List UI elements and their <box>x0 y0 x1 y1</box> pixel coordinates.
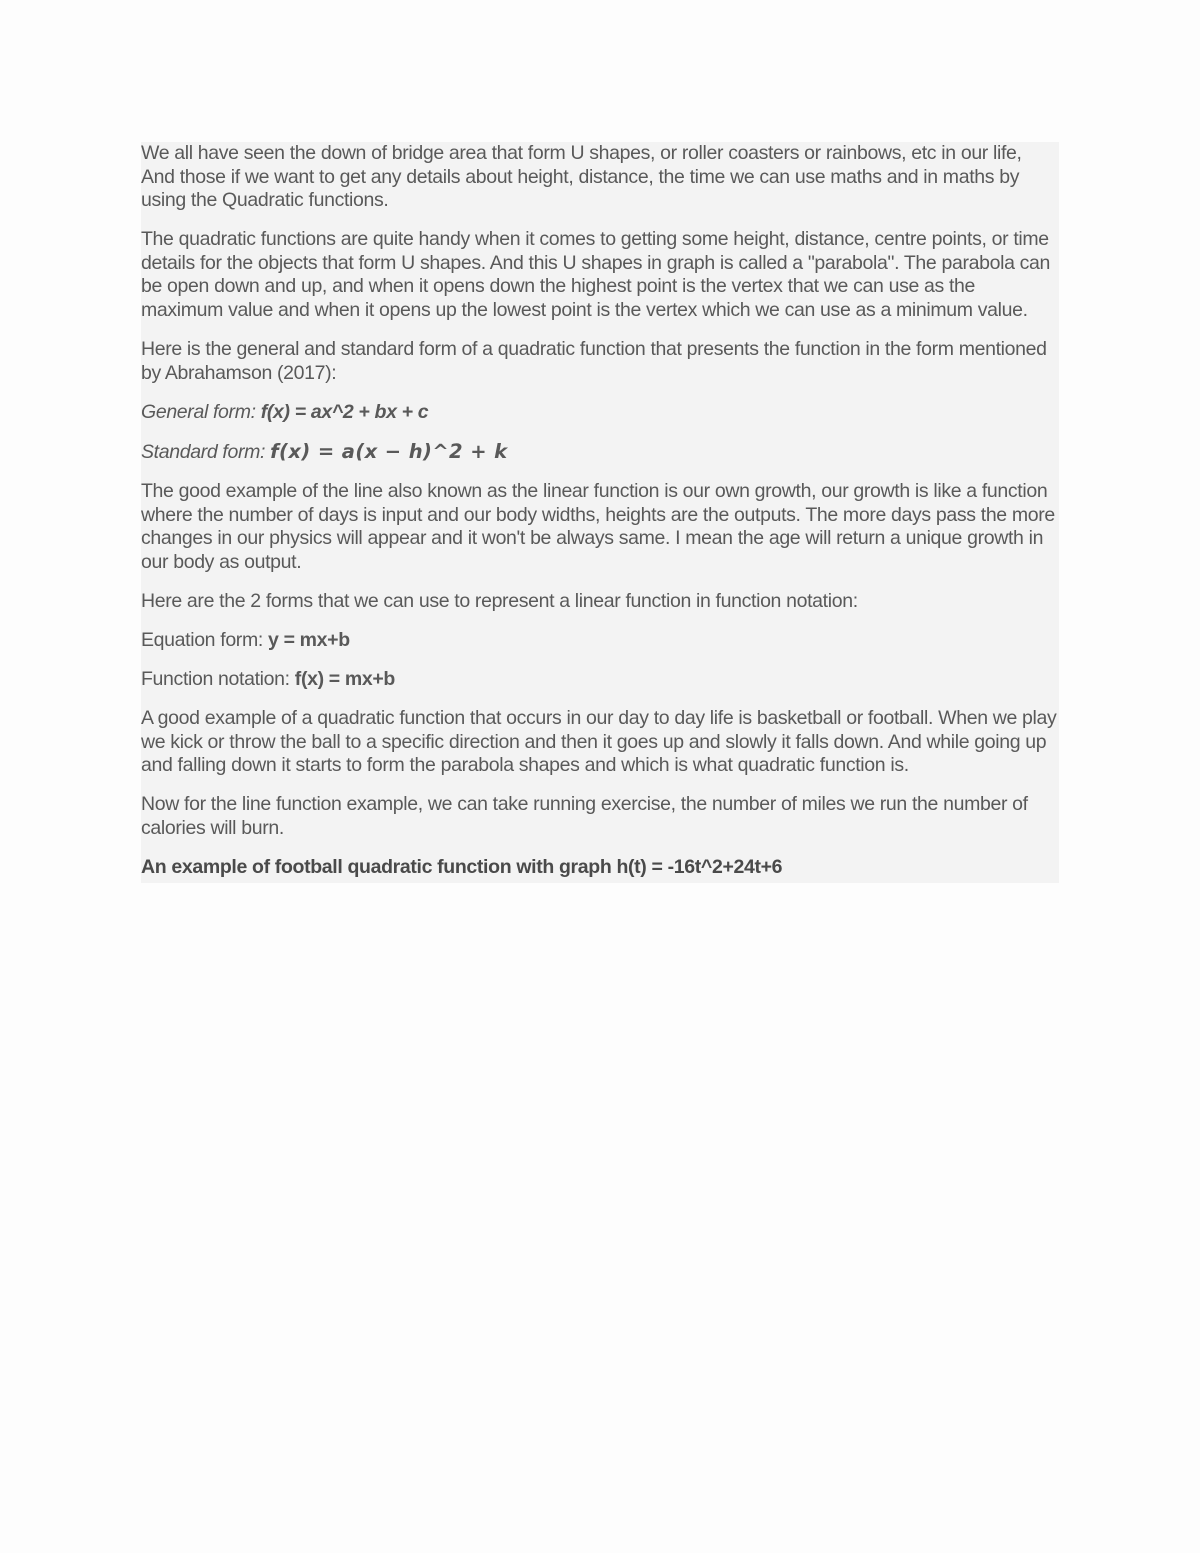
equation-form-formula: y = mx+b <box>268 629 350 651</box>
paragraph-running-example: Now for the line function example, we can take running exercise, the number of miles we run the number of calories will burn. <box>141 793 1028 840</box>
paragraph-forms-intro: Here is the general and standard form of a quadratic function that presents the function in the form mentioned by Abrahamson (2017): <box>141 338 1047 384</box>
football-example-heading: An example of football quadratic function with graph h(t) = -16t^2+24t+6 <box>141 856 783 879</box>
function-notation-line <box>141 668 1059 692</box>
function-notation-label: Function notation: <box>141 668 295 691</box>
function-notation-formula: f(x) = mx+b <box>294 668 395 691</box>
standard-form-line <box>141 440 1059 465</box>
general-form-label: General form: <box>141 400 261 423</box>
document-body <box>141 142 1059 883</box>
equation-form-label: Equation form: <box>141 629 268 651</box>
paragraph-linear-growth: The good example of the line also known as the linear function is our own growth, our growth is like a function where the number of days is input and our body widths, heights are the outputs. The more days pass the more changes in our physics will appear and it won't be always same. I mean the age will return a unique growth in our body as output. <box>141 480 1055 573</box>
general-form-line <box>141 401 1059 425</box>
general-form-formula: f(x) = ax^2 + bx + c <box>260 400 429 423</box>
equation-form-line <box>141 629 1059 653</box>
standard-form-label: Standard form: <box>141 440 271 463</box>
paragraph-quadratic-usage: The quadratic functions are quite handy when it comes to getting some height, distance, centre points, or time details for the objects that form U shapes. And this U shapes in graph is called a "parabola". The parabola can be open down and up, and when it opens down the highest point is the vertex that we can use as the maximum value and when it opens up the lowest point is the vertex which we can use as a minimum value. <box>141 228 1051 322</box>
paragraph-linear-forms-intro: Here are the 2 forms that we can use to represent a linear function in function notation: <box>141 589 858 612</box>
paragraph-intro: We all have seen the down of bridge area that form U shapes, or roller coasters or rainbows, etc in our life, And those if we want to get any details about height, distance, the time we can use maths and in maths by using the Quadratic functions. <box>141 142 1022 212</box>
standard-form-formula: f(x) = a(x − h)^2 + k <box>270 439 508 463</box>
paragraph-sports-example: A good example of a quadratic function that occurs in our day to day life is basketball or football. When we play we kick or throw the ball to a specific direction and then it goes up and slowly it falls down. And while going up and falling down it starts to form the parabola shapes and which is what quadratic function is. <box>141 707 1057 777</box>
